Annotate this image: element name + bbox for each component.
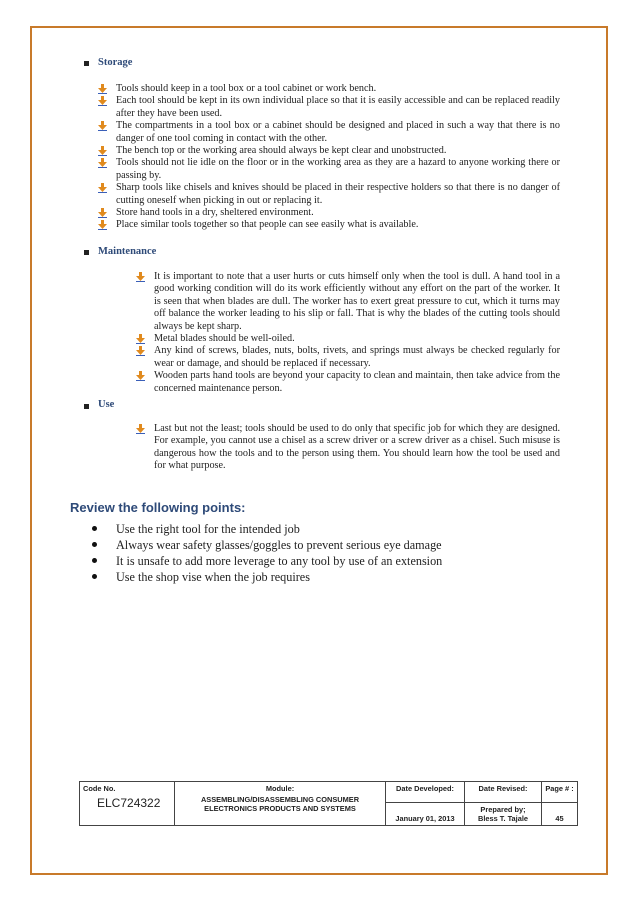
list-item: Use the shop vise when the job requires [92, 569, 442, 585]
review-title: Review the following points: [70, 500, 246, 515]
square-bullet-icon [84, 61, 89, 66]
maintenance-heading: Maintenance [98, 246, 157, 257]
prepared-label: Prepared by; [480, 805, 526, 814]
code-cell [80, 782, 175, 826]
list-item: Wooden parts hand tools are beyond your capacity to clean and maintain, then take advice from the concerned maintenance person. [154, 370, 560, 394]
arrow-bullet-icon [98, 96, 107, 106]
date-developed-value: January 01, 2013 [386, 803, 465, 826]
bullet-dot-icon [92, 558, 97, 563]
date-developed-label: Date Developed: [386, 782, 465, 803]
arrow-bullet-icon [136, 334, 145, 344]
module-value: ASSEMBLING/DISASSEMBLING CONSUMER ELECTRONICS PRODUCTS AND SYSTEMS [200, 795, 360, 813]
maintenance-list [154, 271, 560, 395]
arrow-bullet-icon [136, 272, 145, 282]
list-item: Always wear safety glasses/goggles to prevent serious eye damage [92, 537, 442, 553]
date-revised-label: Date Revised: [465, 782, 542, 803]
bullet-dot-icon [92, 526, 97, 531]
footer-table [79, 781, 578, 826]
list-item: It is important to note that a user hurts or cuts himself only when the tool is dull. A hand tool in a good working condition will do its work efficiently without any effort on the part of the worker. It is seen that when blades are dull. The worker has to exert great pressure to cut, which it turns may off balance the worker leading to his slip or fall. That is why the blades of the cutting tools should always be kept sharp. [154, 271, 560, 332]
list-item: Use the right tool for the intended job [92, 521, 442, 537]
list-item: Any kind of screws, blades, nuts, bolts, rivets, and springs must always be checked regularly for wear or damage, and should be replaced if necessary. [154, 345, 560, 369]
list-item: The bench top or the working area should always be kept clear and unobstructed. [116, 145, 447, 157]
arrow-bullet-icon [98, 121, 107, 131]
arrow-bullet-icon [98, 208, 107, 218]
list-item: Each tool should be kept in its own individual place so that it is easily accessible and can be replaced readily after they have been used. [116, 95, 560, 119]
list-item: Tools should not lie idle on the floor or in the working area as they are a hazard to anyone working there or passing by. [116, 157, 560, 181]
module-label: Module: [265, 784, 295, 793]
page-number: 45 [542, 803, 578, 826]
arrow-bullet-icon [136, 371, 145, 381]
list-item: Last but not the least; tools should be used to do only that specific job for which they are designed. For example, you cannot use a chisel as a screw driver or a screw driver as a chisel. Such misuse is dangerous how the tools and to the person using them. You should learn how the tool be used and for what purpose. [154, 423, 560, 472]
arrow-bullet-icon [98, 220, 107, 230]
review-list [92, 521, 442, 585]
use-heading: Use [98, 399, 115, 410]
list-item: Metal blades should be well-oiled. [154, 333, 295, 345]
arrow-bullet-icon [136, 424, 145, 434]
square-bullet-icon [84, 404, 89, 409]
arrow-bullet-icon [136, 346, 145, 356]
arrow-bullet-icon [98, 146, 107, 156]
code-label: Code No. [83, 784, 116, 793]
list-item: It is unsafe to add more leverage to any tool by use of an extension [92, 553, 442, 569]
list-item: Tools should keep in a tool box or a tool cabinet or work bench. [116, 83, 377, 94]
bullet-dot-icon [92, 574, 97, 579]
list-item: Place similar tools together so that people can see easily what is available. [116, 219, 419, 231]
module-cell [175, 782, 386, 826]
code-value: ELC724322 [97, 796, 161, 810]
page-label: Page # : [542, 782, 578, 803]
prepared-value: Bless T. Tajale [478, 814, 528, 823]
storage-heading: Storage [98, 57, 133, 68]
arrow-bullet-icon [98, 158, 107, 168]
square-bullet-icon [84, 250, 89, 255]
bullet-dot-icon [92, 542, 97, 547]
list-item: Store hand tools in a dry, sheltered environment. [116, 207, 314, 219]
arrow-bullet-icon [98, 84, 107, 94]
use-list [154, 423, 560, 473]
list-item: The compartments in a tool box or a cabinet should be designed and placed in such a way that there is no danger of one tool coming in contact with the other. [116, 120, 560, 144]
arrow-bullet-icon [98, 183, 107, 193]
storage-list [116, 83, 560, 232]
list-item: Sharp tools like chisels and knives should be placed in their respective holders so that there is no danger of cutting oneself when picking in out or replacing it. [116, 182, 560, 206]
prepared-cell [465, 803, 542, 826]
